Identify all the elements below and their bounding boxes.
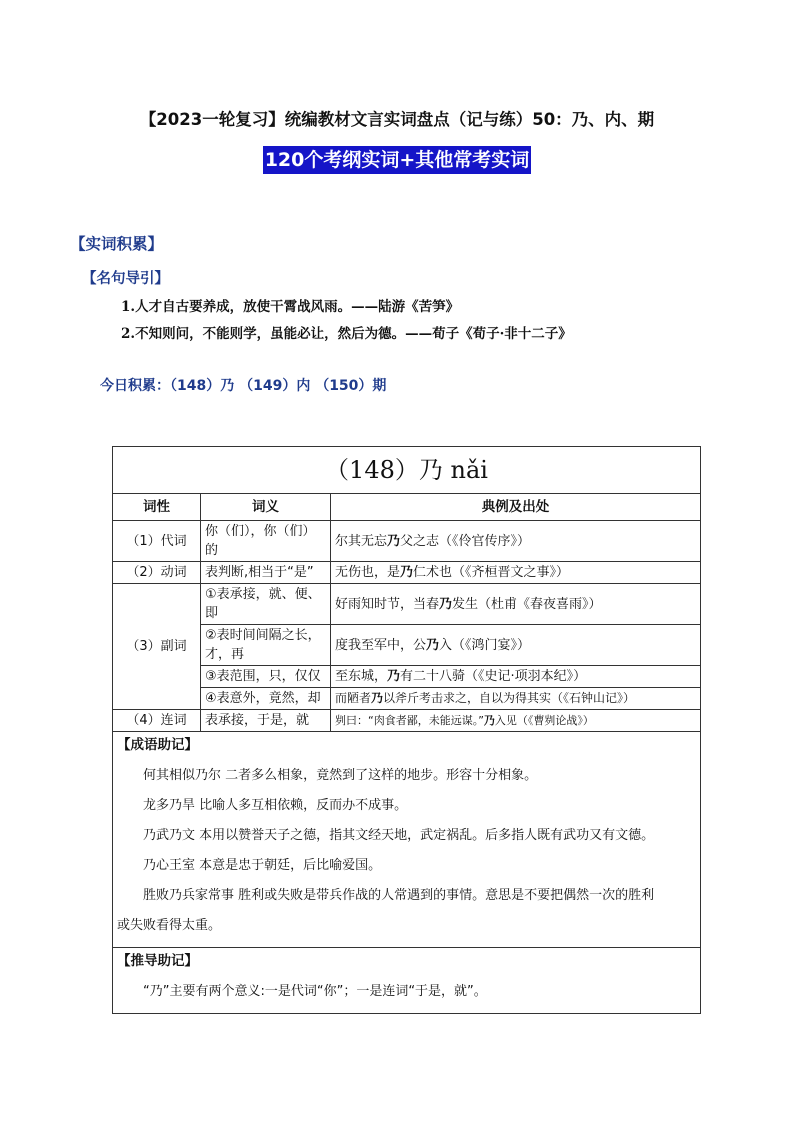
- idioms-cell: [113, 732, 701, 948]
- idiom-line: 或失败看得太重。: [117, 918, 222, 933]
- deduce-heading: 【推导助记】: [117, 953, 198, 969]
- table-row: [113, 710, 701, 732]
- col-header-meaning: 词义: [201, 494, 331, 521]
- word-table: [112, 446, 701, 1014]
- row-meaning: ④表意外，竟然，却: [201, 688, 331, 710]
- idiom-line: 何其相似乃尔 二者多么相象，竟然到了这样的地步。形容十分相象。: [143, 768, 538, 783]
- quote-1: 1.人才自古要养成，放使干霄战风雨。——陆游《苦笋》: [121, 299, 460, 315]
- row-example: 至东城，乃有二十八骑（《史记·项羽本纪》）: [331, 666, 701, 688]
- quote-2: 2.不知则问，不能则学，虽能必让，然后为德。——荀子《荀子·非十二子》: [121, 326, 572, 342]
- idiom-line: 乃心王室 本意是忠于朝廷，后比喻爱国。: [143, 858, 382, 873]
- deduce-cell: [113, 948, 701, 1014]
- table-row: [113, 584, 701, 625]
- row-example: 度我至军中，公乃入（《鸿门宴》）: [331, 625, 701, 666]
- col-header-pos: 词性: [113, 494, 201, 521]
- deduce-row: [113, 948, 701, 1014]
- today-summary: 今日积累：（148）乃 （149）内 （150）期: [100, 378, 387, 394]
- document-subtitle: 120个考纲实词+其他常考实词: [263, 146, 532, 174]
- table-heading: （148）乃 nǎi: [113, 447, 701, 494]
- row-example: 无伤也，是乃仁术也（《齐桓晋文之事》）: [331, 562, 701, 584]
- row-example: 尔其无忘乃父之志（《伶官传序》）: [331, 521, 701, 562]
- row-pos: （3）副词: [113, 584, 201, 710]
- row-meaning: ①表承接，就、便、即: [201, 584, 331, 625]
- idioms-heading: 【成语助记】: [117, 737, 198, 753]
- row-meaning: ③表范围，只，仅仅: [201, 666, 331, 688]
- idiom-line: 龙多乃旱 比喻人多互相依赖，反而办不成事。: [143, 798, 408, 813]
- row-meaning: 表判断,相当于“是”: [201, 562, 331, 584]
- table-row: [113, 562, 701, 584]
- quotes-heading: 【名句导引】: [82, 271, 169, 287]
- row-example: 刿曰：“肉食者鄙，未能远谋。”乃入见（《曹刿论战》）: [331, 710, 701, 732]
- idiom-line: 乃武乃文 本用以赞誉天子之德，指其文经天地，武定祸乱。后多指人既有武功又有文德。: [143, 828, 655, 843]
- row-pos: （2）动词: [113, 562, 201, 584]
- table-row: [113, 688, 701, 710]
- row-pos: （4）连词: [113, 710, 201, 732]
- col-header-example: 典例及出处: [331, 494, 701, 521]
- row-meaning: 你（们），你（们）的: [201, 521, 331, 562]
- row-meaning: 表承接，于是，就: [201, 710, 331, 732]
- row-example: 好雨知时节，当春乃发生（杜甫《春夜喜雨》）: [331, 584, 701, 625]
- table-row: [113, 666, 701, 688]
- idioms-row: [113, 732, 701, 948]
- section-heading: 【实词积累】: [70, 235, 164, 253]
- document-title: 【2023一轮复习】统编教材文言实词盘点（记与练）50：乃、内、期: [139, 110, 655, 129]
- table-header-row: [113, 494, 701, 521]
- subtitle-wrap: [0, 146, 794, 174]
- row-example: 而陋者乃以斧斤考击求之，自以为得其实（《石钟山记》）: [331, 688, 701, 710]
- row-pos: （1）代词: [113, 521, 201, 562]
- idiom-line: 胜败乃兵家常事 胜利或失败是带兵作战的人常遇到的事情。意思是不要把偶然一次的胜利: [143, 888, 655, 903]
- table-row: [113, 625, 701, 666]
- row-meaning: ②表时间间隔之长，才，再: [201, 625, 331, 666]
- deduce-text: “乃”主要有两个意义:一是代词“你”；一是连词“于是，就”。: [143, 984, 487, 999]
- table-row: [113, 521, 701, 562]
- table-heading-row: [113, 447, 701, 494]
